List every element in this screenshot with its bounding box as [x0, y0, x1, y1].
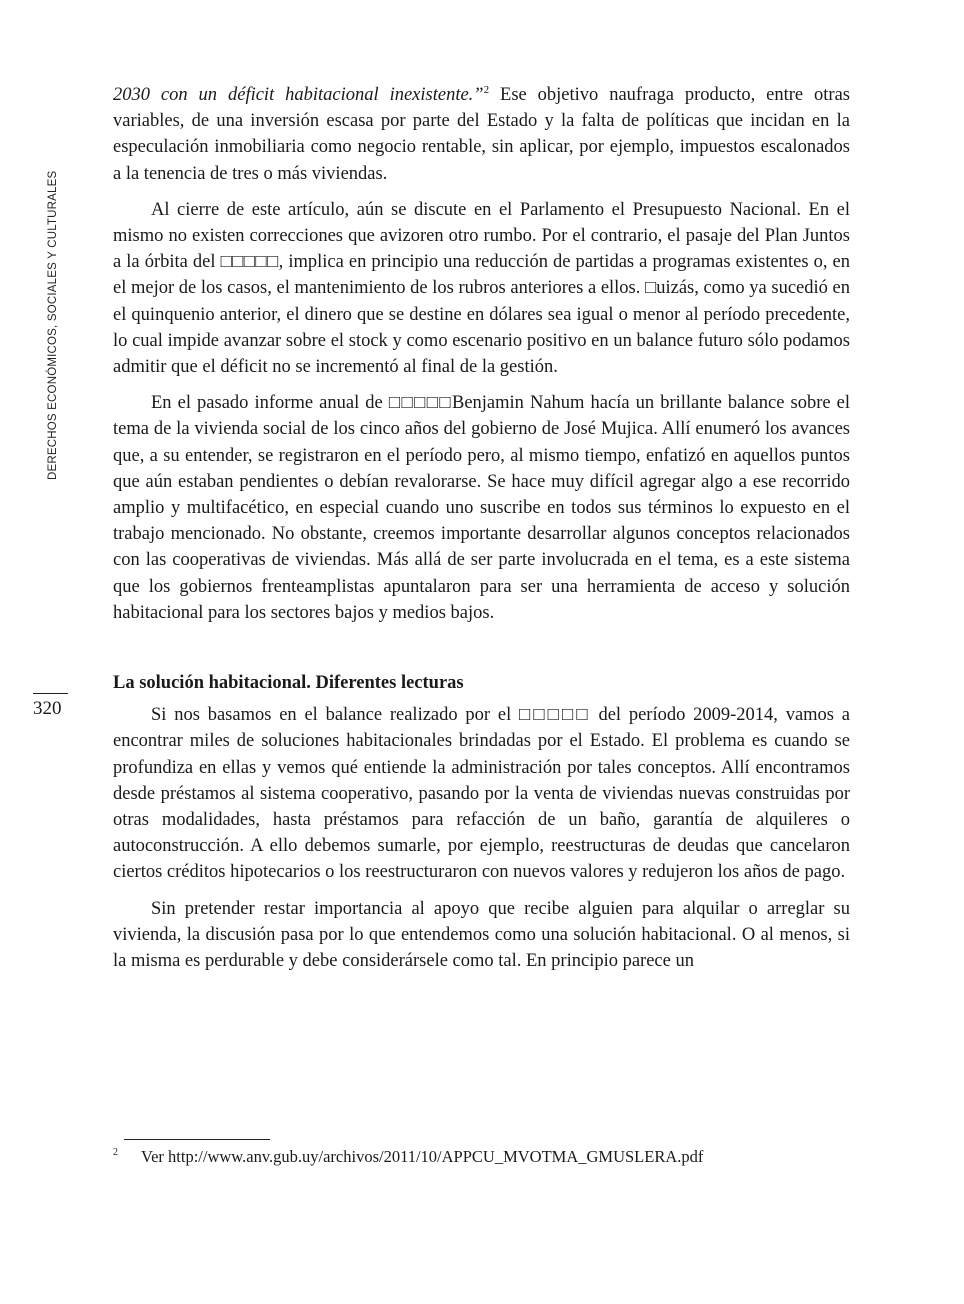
paragraph-3: En el pasado informe anual de □□□□□Benjamin Nahum hacía un brillante balance sobre el tema de la vivienda social de los cinco años del gobierno de José Mujica. Allí enumeró los avances que, a su entender, se registraron en el período pero, al mismo tiempo, enfatizó en aquellos puntos que aún estaban pendientes o debían revalorarse. Se hace muy difícil agregar algo a ese recorrido amplio y multifacético, en especial cuando uno suscribe en todos sus términos lo expuesto en el trabajo mencionado. No obstante, creemos importante desarrollar algunos conceptos relacionados con las cooperativas de viviendas. Más allá de ser parte involucrada en el tema, es a este sistema que los gobiernos frenteamplistas apuntalaron para ser una herramienta de acceso y solución habitacional para los sectores bajos y medios bajos. — [113, 393, 850, 623]
footnote-rule — [124, 1139, 270, 1140]
italic-quote-end: 2030 con un déficit habitacional inexistente.” — [113, 85, 484, 105]
footnote-text: Ver http://www.anv.gub.uy/archivos/2011/10/APPCU_MVOTMA_GMUSLERA.pdf — [141, 1147, 704, 1166]
paragraph-1 — [113, 82, 850, 187]
section-heading: La solución habitacional. Diferentes lecturas — [113, 673, 464, 694]
section-paragraph-2: Sin pretender restar importancia al apoyo que recibe alguien para alquilar o arreglar su vivienda, la discusión pasa por lo que entendemos como una solución habitacional. O al menos, si la misma es perdurable y debe considerársele como tal. En principio parece un — [113, 898, 850, 972]
page-number-rule — [33, 693, 68, 694]
body-text — [113, 82, 850, 984]
running-side-label: DERECHOS ECONÓMICOS, SOCIALES Y CULTURALES — [47, 170, 59, 480]
footnote-number: 2 — [113, 1147, 118, 1158]
section-paragraph-1: Si nos basamos en el balance realizado por el □□□□□ del período 2009-2014, vamos a encontrar miles de soluciones habitacionales brindadas por el Estado. El problema es cuando se profundiza en ellas y vemos qué entiende la administración por tales conceptos. Allí encontramos desde préstamos al sistema cooperativo, pasando por la venta de viviendas nuevas construidas por otras modalidades, hasta préstamos para refacción de un baño, garantía de alquileres o autoconstrucción. A ello debemos sumarle, por ejemplo, reestructuras de deudas que cancelaron ciertos créditos hipotecarios o los reestructuraron con nuevos valores y redujeron los años de pago. — [113, 705, 850, 883]
footnote-reference: 2 — [483, 83, 490, 96]
paragraph-2: Al cierre de este artículo, aún se discute en el Parlamento el Presupuesto Nacional. En el mismo no existen correcciones que avizoren otro rumbo. Por el contrario, el pasaje del Plan Juntos a la órbita del □□□□□, implica en principio una reducción de partidas a programas existentes o, en el mejor de los casos, el mantenimiento de los rubros anteriores a ellos. □uizás, como ya sucedió en el quinquenio anterior, el dinero que se destine en dólares sea igual o menor al período precedente, lo cual impide avanzar sobre el stock y como escenario positivo en un balance futuro sólo podamos admitir que el déficit no se incrementó al final de la gestión. — [113, 199, 850, 378]
page-number: 320 — [33, 698, 62, 719]
paragraph-1-text: Ese objetivo naufraga producto, entre otras variables, de una inversión escasa por parte del Estado y la falta de políticas que incidan en la especulación inmobiliaria como negocio rentable, sin aplicar, por ejemplo, impuestos escalonados a la tenencia de tres o más viviendas. — [113, 85, 850, 184]
footnote — [113, 1146, 853, 1168]
